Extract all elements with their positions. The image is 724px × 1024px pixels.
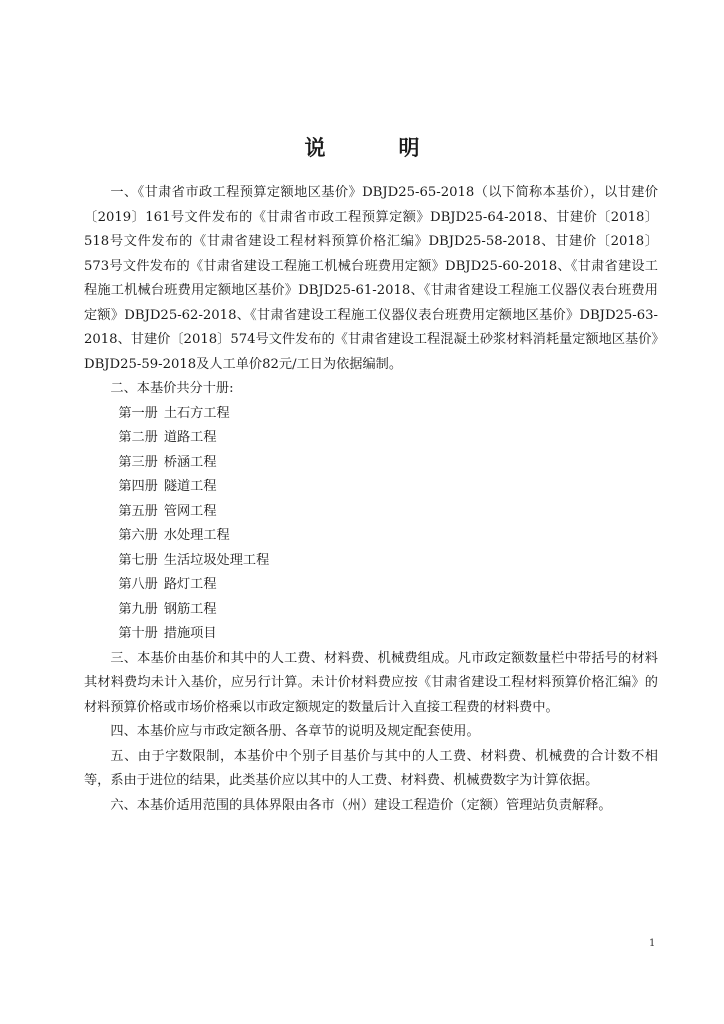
volume-number: 第五册 <box>118 503 158 519</box>
volume-name: 路灯工程 <box>163 577 217 592</box>
list-item <box>84 451 658 476</box>
volume-name: 管网工程 <box>163 503 217 519</box>
list-item <box>84 475 658 500</box>
volume-number: 第三册 <box>118 454 158 470</box>
volume-number: 第九册 <box>118 601 158 617</box>
document-body <box>84 181 658 818</box>
page-number: 1 <box>649 938 656 949</box>
volume-name: 水处理工程 <box>163 528 230 543</box>
volume-number: 第七册 <box>118 552 158 568</box>
volume-number: 第六册 <box>118 528 158 543</box>
paragraph-3: 三、本基价由基价和其中的人工费、材料费、机械费组成。凡市政定额数量栏中带括号的材料其材料费均未计入基价，应另行计算。未计价材料费应按《甘肃省建设工程材料预算价格汇编》的材料预算价格或市场价格乘以市政定额规定的数量后计入直接工程费的材料费中。 <box>84 650 658 715</box>
volume-name: 钢筋工程 <box>163 601 217 617</box>
volume-name: 道路工程 <box>163 430 217 445</box>
volume-name: 土石方工程 <box>163 405 230 421</box>
volume-name: 生活垃圾处理工程 <box>163 552 270 568</box>
volume-list <box>84 402 658 647</box>
list-item <box>84 622 658 647</box>
paragraph-2: 二、本基价共分十册: <box>110 381 234 396</box>
list-item <box>84 500 658 525</box>
volume-number: 第一册 <box>118 405 158 421</box>
list-item <box>84 573 658 598</box>
volume-number: 第八册 <box>118 577 158 592</box>
page-title: 说 明 <box>304 136 446 160</box>
volume-number: 第二册 <box>118 430 158 445</box>
paragraph-4: 四、本基价应与市政定额各册、各章节的说明及规定配套使用。 <box>110 724 480 739</box>
volume-number: 第四册 <box>118 479 158 494</box>
list-item <box>84 426 658 451</box>
volume-number: 第十册 <box>118 626 158 641</box>
paragraph-1: 一、《甘肃省市政工程预算定额地区基价》DBJD25-65-2018（以下简称本基价），以甘建价〔2019〕161号文件发布的《甘肃省市政工程预算定额》DBJD25-64-2018、甘建价〔2018〕518号文件发布的《甘肃省建设工程材料预算价格汇编》DBJD25-58-2018、甘建价〔2018〕573号文件发布的《甘肃省建设工程施工机械台班费用定额》DBJD25-60-2018、《甘肃省建设工程施工机械台班费用定额地区基价》DBJD25-61-2018、《甘肃省建设工程施工仪器仪表台班费用定额》DBJD25-62-2018、《甘肃省建设工程施工仪器仪表台班费用定额地区基价》DBJD25-63-2018、甘建价〔2018〕574号文件发布的《甘肃省建设工程混凝土砂浆材料消耗量定额地区基价》DBJD25-59-2018及人工单价82元/工日为依据编制。 <box>84 185 658 372</box>
list-item <box>84 598 658 623</box>
list-item <box>84 402 658 427</box>
paragraph-5: 五、由于字数限制，本基价中个别子目基价与其中的人工费、材料费、机械费的合计数不相等，系由于进位的结果，此类基价应以其中的人工费、材料费、机械费数字为计算依据。 <box>84 748 658 788</box>
volume-name: 措施项目 <box>163 626 217 641</box>
list-item <box>84 524 658 549</box>
volume-name: 隧道工程 <box>163 479 217 494</box>
paragraph-6: 六、本基价适用范围的具体界限由各市（州）建设工程造价（定额）管理站负责解释。 <box>110 797 612 813</box>
volume-name: 桥涵工程 <box>163 454 217 470</box>
list-item <box>84 549 658 574</box>
